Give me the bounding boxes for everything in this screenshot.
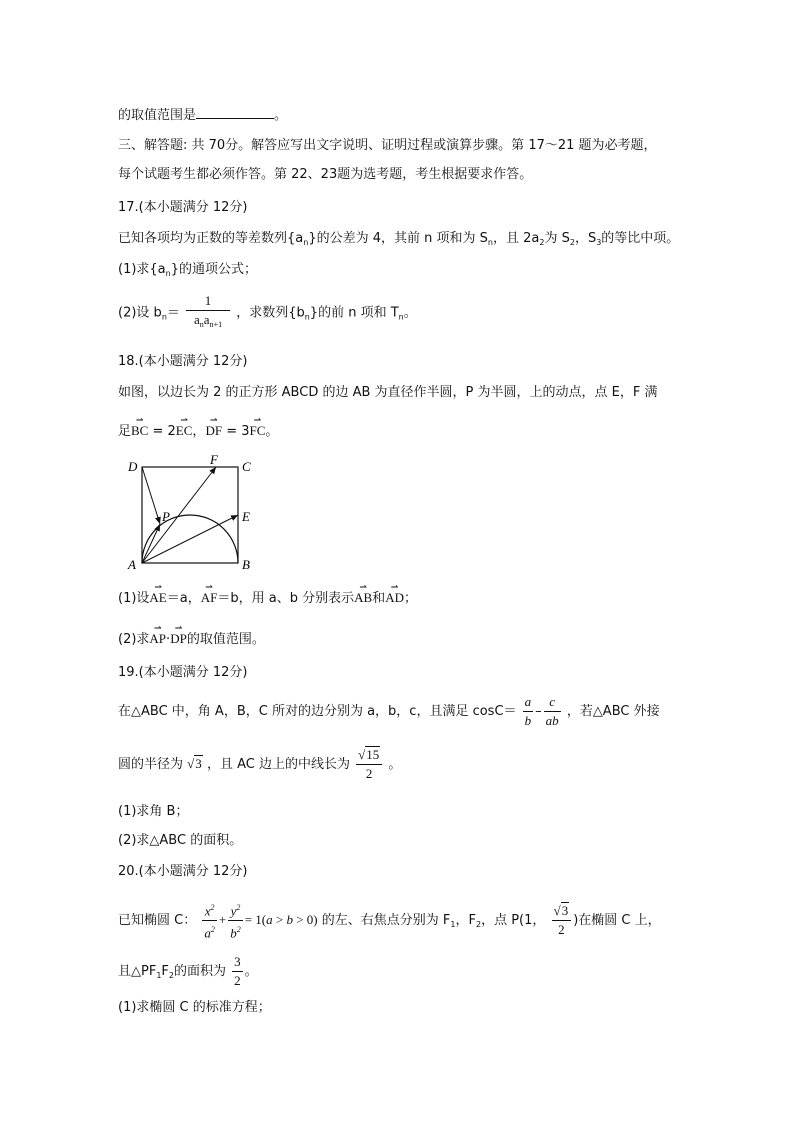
label-E: E: [242, 509, 250, 524]
q19-stem: 在△ABC 中，角 A，B，C 所对的边分别为 a，b，c，且满足 cosC＝ $\frac{a}{b}$ – $\frac{c}{ab}$ ，若△ABC 外接: [118, 694, 660, 728]
q17-part2: (2)设 $b_n=$ $\frac{1}{a_na_{n+1}}$ ，求数列$\{b_n\}$的前 n 项和 $T_n$。: [118, 292, 417, 338]
q18-stem2: 足⇀ BC = 2⇀ EC，⇀ DF = 3⇀ FC。: [118, 421, 278, 442]
section3-line2: 每个试题考生都必须作答。第 22、23题为选考题，考生根据要求作答。: [118, 167, 533, 182]
q18-header: 18.(本小题满分 12分): [118, 354, 248, 369]
q19-part2: (2)求△ABC 的面积。: [118, 833, 243, 848]
q17-header: 17.(本小题满分 12分): [118, 200, 248, 215]
square-semicircle-figure: [122, 455, 262, 575]
q20-part1: (1)求椭圆 C 的标准方程；: [118, 1000, 271, 1015]
q18-stem1: 如图，以边长为 2 的正方形 ABCD 的边 AB 为直径作半圆，P 为半圆，上的动点，点 E，F 满: [118, 385, 658, 400]
label-P: P: [162, 509, 170, 524]
q19-header: 19.(本小题满分 12分): [118, 665, 248, 680]
q17-part1: (1)求$\{a_n\}$的通项公式；: [118, 262, 258, 278]
label-F: F: [210, 455, 218, 467]
label-C: C: [242, 459, 251, 474]
q17-fraction: $\frac{1}{a_na_{n+1}}$: [186, 292, 230, 334]
answer-blank: [196, 104, 274, 119]
q18-part2: (2)求⇀ AP·⇀ DP的取值范围。: [118, 629, 265, 650]
label-B: B: [242, 557, 250, 572]
q20-stem: 已知椭圆 C： $\frac{x^2}{a^2}$ + $\frac{y^2}{b^2}$ = 1(a > b > 0) 的左、右焦点分别为 $F_1$，$F_2$，点 P(1， $\frac{√3}{2}$ )在椭圆 C 上，: [118, 898, 661, 947]
answer-blank-line: 的取值范围是 。: [118, 104, 287, 126]
line1-text: 的取值范围是: [118, 108, 197, 123]
label-D: D: [128, 459, 138, 474]
q17-stem: 已知各项均为正数的等差数列$\{a_n\}$的公差为 4，其前 n 项和为 $S_n$，且 $2a_2$为 $S_2$，$S_3$的等比中项。: [118, 231, 680, 247]
q20-line2: 且$\triangle PF_1F_2$的面积为 $\frac{3}{2}$ 。: [118, 954, 258, 988]
q18-part1: (1)设⇀ AE＝a，⇀ AF＝b，用 a、b 分别表示⇀ AB和⇀ AD；: [118, 588, 417, 609]
q19-part1: (1)求角 B；: [118, 804, 189, 819]
section3-line1: 三、解答题: 共 70分。解答应写出文字说明、证明过程或演算步骤。第 17～21 题为必考题，: [118, 138, 657, 153]
q19-line2: 圆的半径为 √3 ，且 AC 边上的中线长为 $\frac{√15}{2}$ 。: [118, 747, 402, 781]
label-A: A: [128, 557, 136, 572]
q20-header: 20.(本小题满分 12分): [118, 864, 248, 879]
